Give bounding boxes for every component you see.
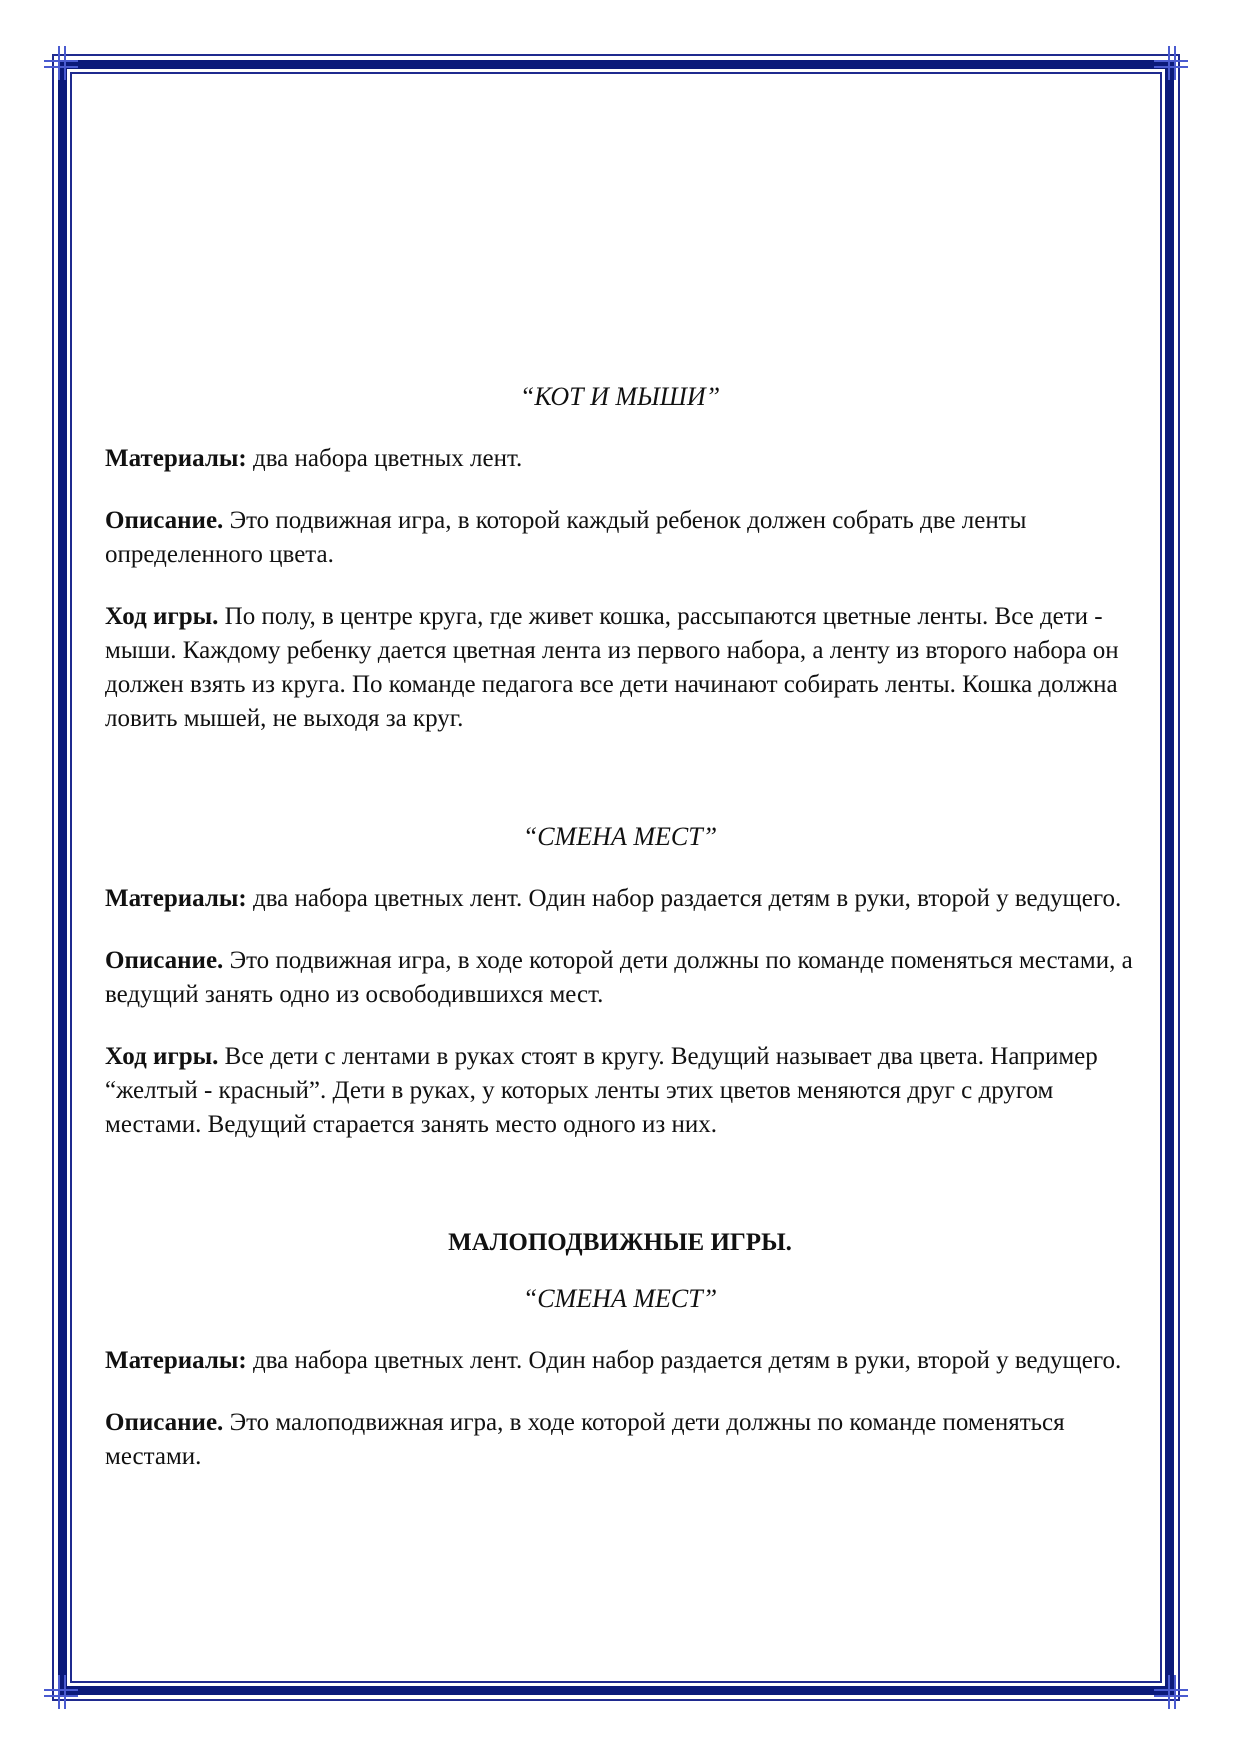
materials-text: два набора цветных лент. xyxy=(246,445,523,472)
materials-label: Материалы: xyxy=(105,885,247,912)
game-title-change-places-2: “СМЕНА МЕСТ” xyxy=(522,1284,718,1313)
course-label: Ход игры. xyxy=(105,1043,219,1070)
corner-ornament-bottom-left xyxy=(44,1675,78,1709)
course-text: По полу, в центре круга, где живет кошка, рассыпаются цветные ленты. Все дети - мыши. Каждому ребенку дается цветная лента из первого набора, а ленту из второго набора он должен взять из круга. По команде педагога все дети начинают собирать ленты. Кошка должна ловить мышей, не выходя за круг. xyxy=(105,603,1119,732)
course-label: Ход игры. xyxy=(105,603,219,630)
game2-description xyxy=(105,944,1135,1012)
materials-text: два набора цветных лент. Один набор раздается детям в руки, второй у ведущего. xyxy=(246,1347,1122,1374)
game1-course xyxy=(105,600,1135,736)
game1-materials xyxy=(105,442,1135,476)
materials-label: Материалы: xyxy=(105,445,247,472)
description-text: Это подвижная игра, в которой каждый ребенок должен собрать две ленты определенного цвета. xyxy=(105,507,1027,568)
corner-ornament-top-right xyxy=(1154,46,1188,80)
game2-materials xyxy=(105,882,1135,916)
course-text: Все дети с лентами в руках стоят в кругу. Ведущий называет два цвета. Например “желтый - красный”. Дети в руках, у которых ленты этих цветов меняются друг с другом местами. Ведущий старается занять место одного из них. xyxy=(105,1043,1098,1138)
corner-ornament-top-left xyxy=(44,46,78,80)
description-label: Описание. xyxy=(105,1409,224,1436)
description-text: Это малоподвижная игра, в ходе которой дети должны по команде поменяться местами. xyxy=(105,1409,1065,1470)
description-label: Описание. xyxy=(105,507,224,534)
game3-materials xyxy=(105,1344,1135,1378)
game1-description xyxy=(105,504,1135,572)
description-text: Это подвижная игра, в ходе которой дети должны по команде поменяться местами, а ведущий занять одно из освободившихся мест. xyxy=(105,947,1133,1008)
document-body xyxy=(105,380,1135,1502)
game-title-cat-and-mice: “КОТ И МЫШИ” xyxy=(519,382,721,411)
game3-description xyxy=(105,1406,1135,1474)
game2-course xyxy=(105,1040,1135,1142)
materials-label: Материалы: xyxy=(105,1347,247,1374)
materials-text: два набора цветных лент. Один набор раздается детям в руки, второй у ведущего. xyxy=(246,885,1122,912)
corner-ornament-bottom-right xyxy=(1154,1675,1188,1709)
description-label: Описание. xyxy=(105,947,224,974)
section-heading-low-mobility-games: МАЛОПОДВИЖНЫЕ ИГРЫ. xyxy=(448,1229,792,1256)
game-title-change-places: “СМЕНА МЕСТ” xyxy=(522,822,718,851)
